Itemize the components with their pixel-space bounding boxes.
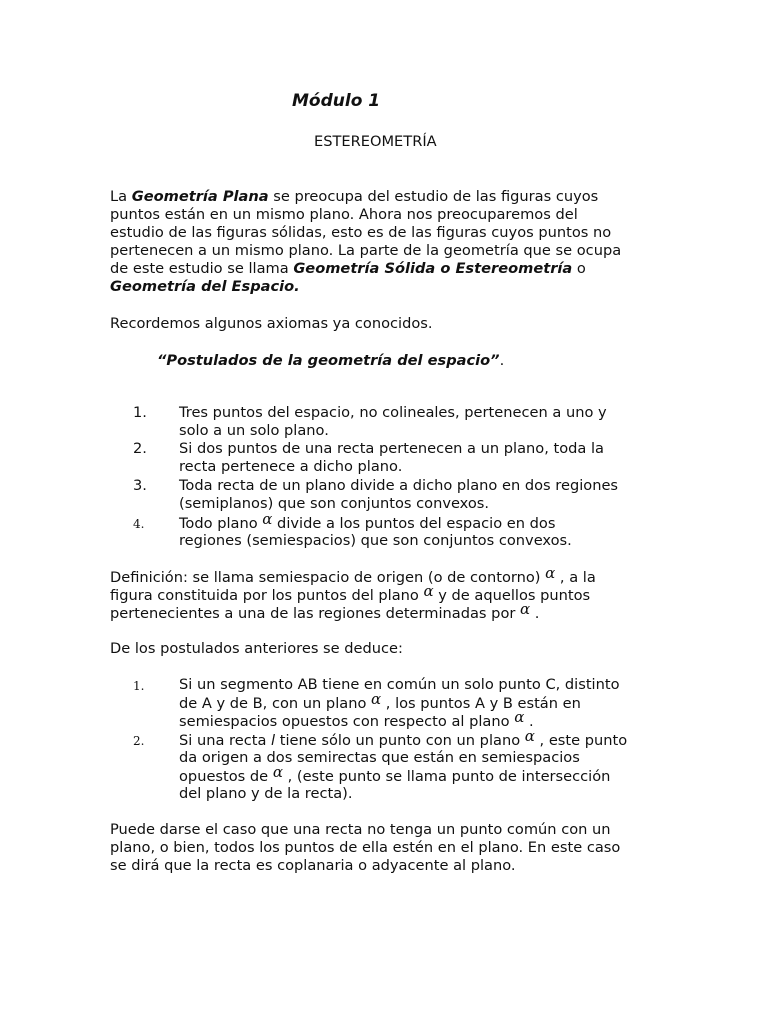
- postulate-2-line-2: recta pertenece a dicho plano.: [179, 458, 403, 475]
- deduction-2-line-4: del plano y de la recta).: [179, 785, 353, 802]
- deduction-1-line-1: Si un segmento AB tiene en común un solo punto C, distinto: [179, 676, 620, 693]
- alpha-symbol: α: [524, 727, 535, 745]
- alpha-symbol: α: [272, 763, 283, 781]
- list-item-number: 1.: [133, 404, 147, 421]
- list-item-number: 1.: [133, 679, 145, 693]
- intro-line-1: La Geometría Plana se preocupa del estudio de las figuras cuyos: [110, 188, 599, 205]
- postulate-1-line-2: solo a un solo plano.: [179, 422, 329, 439]
- intro-line-5: de este estudio se llama Geometría Sólida o Estereometría o: [110, 260, 586, 277]
- term-geometria-solida: Geometría Sólida o Estereometría: [293, 260, 573, 277]
- postulate-2-line-1: Si dos puntos de una recta pertenecen a un plano, toda la: [179, 440, 604, 457]
- deduction-2-line-3: opuestos de α , (este punto se llama punto de intersección: [179, 763, 611, 785]
- list-item-number: 3.: [133, 477, 147, 494]
- alpha-symbol: α: [262, 510, 273, 528]
- alpha-symbol: α: [520, 600, 531, 618]
- postulate-3-line-2: (semiplanos) que son conjuntos convexos.: [179, 495, 490, 512]
- alpha-symbol: α: [423, 582, 434, 600]
- intro-line-2: puntos están en un mismo plano. Ahora nos preocuparemos del: [110, 206, 578, 223]
- deduction-1-line-2: de A y de B, con un plano α , los puntos A y B están en: [179, 690, 581, 712]
- recall-text: Recordemos algunos axiomas ya conocidos.: [110, 315, 433, 332]
- list-item-number: 2.: [133, 440, 147, 457]
- list-item-number: 2.: [133, 734, 145, 748]
- definition-line-2: figura constituida por los puntos del plano α y de aquellos puntos: [110, 582, 591, 604]
- page-title: Módulo 1: [292, 91, 381, 111]
- page-subtitle: ESTEREOMETRÍA: [314, 133, 437, 150]
- postulate-1-line-1: Tres puntos del espacio, no colineales, pertenecen a uno y: [179, 404, 607, 421]
- deduce-text: De los postulados anteriores se deduce:: [110, 640, 403, 657]
- list-item-number: 4.: [133, 517, 145, 531]
- postulates-heading: “Postulados de la geometría del espacio”.: [157, 352, 505, 369]
- closing-line-3: se dirá que la recta es coplanaria o adyacente al plano.: [110, 857, 516, 874]
- postulate-4-line-2: regiones (semiespacios) que son conjuntos convexos.: [179, 532, 572, 549]
- alpha-symbol: α: [545, 564, 556, 582]
- postulate-4-line-1: Todo plano α divide a los puntos del espacio en dos: [179, 510, 556, 532]
- term-geometria-espacio: Geometría del Espacio.: [110, 278, 300, 295]
- closing-line-1: Puede darse el caso que una recta no tenga un punto común con un: [110, 821, 611, 838]
- definition-line-1: Definición: se llama semiespacio de origen (o de contorno) α , a la: [110, 564, 596, 586]
- alpha-symbol: α: [371, 690, 382, 708]
- intro-line-4: pertenecen a un mismo plano. La parte de la geometría que se ocupa: [110, 242, 622, 259]
- term-geometria-plana: Geometría Plana: [131, 188, 269, 205]
- closing-line-2: plano, o bien, todos los puntos de ella estén en el plano. En este caso: [110, 839, 621, 856]
- definition-line-3: pertenecientes a una de las regiones determinadas por α .: [110, 600, 540, 622]
- deduction-1-line-3: semiespacios opuestos con respecto al plano α .: [179, 708, 534, 730]
- deduction-2-line-2: da origen a dos semirectas que están en semiespacios: [179, 749, 580, 766]
- deduction-2-line-1: Si una recta l tiene sólo un punto con un plano α , este punto: [179, 727, 628, 749]
- intro-line-3: estudio de las figuras sólidas, esto es de las figuras cuyos puntos no: [110, 224, 612, 241]
- alpha-symbol: α: [514, 708, 525, 726]
- postulate-3-line-1: Toda recta de un plano divide a dicho plano en dos regiones: [179, 477, 619, 494]
